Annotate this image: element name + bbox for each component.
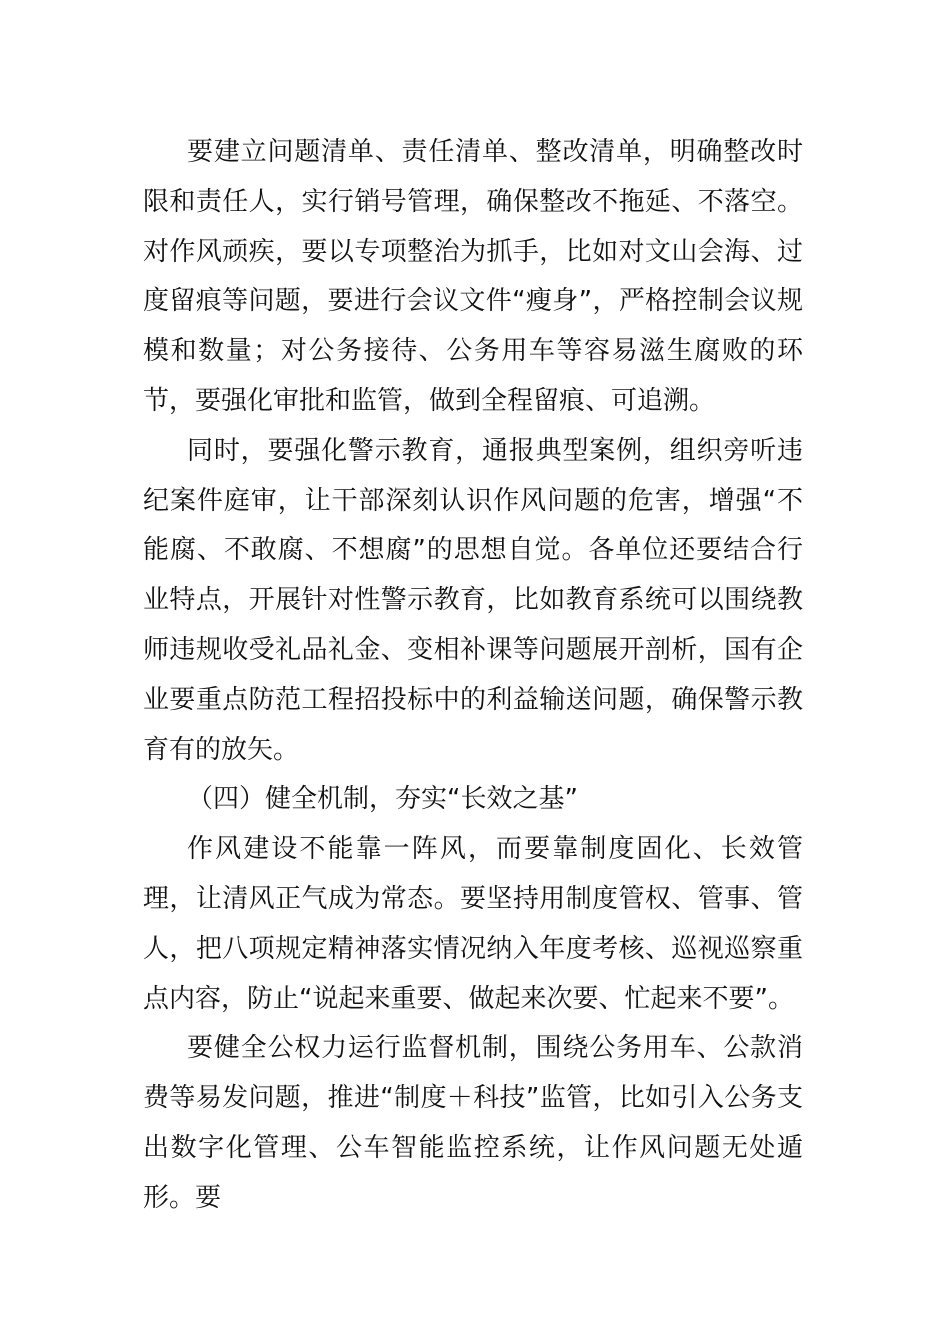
section-subheading: （四）健全机制，夯实“长效之基” — [187, 784, 578, 815]
paragraph-warning-education: 同时，要强化警示教育，通报典型案例，组织旁听违纪案件庭审，让干部深刻认识作风问题的危害，增强“不能腐、不敢腐、不想腐”的思想自觉。各单位还要结合行业特点，开展针对性警示教育，比如教育系统可以围绕教师违规收受礼品礼金、变相补课等问题展开剖析，国有企业要重点防范工程招投标中的利益输送问题，确保警示教育有的放矢。 — [143, 435, 803, 765]
paragraph-long-term-mechanism: 作风建设不能靠一阵风，而要靠制度固化、长效管理，让清风正气成为常态。要坚持用制度管权、管事、管人，把八项规定精神落实情况纳入年度考核、巡视巡察重点内容，防止“说起来重要、做起来次要、忙起来不要”。 — [143, 834, 803, 1014]
paragraph-supervision-mechanism: 要健全公权力运行监督机制，围绕公务用车、公款消费等易发问题，推进“制度＋科技”监管，比如引入公务支出数字化管理、公车智能监控系统，让作风问题无处遁形。要 — [143, 1033, 803, 1213]
document-body — [143, 128, 803, 1224]
paragraph-rectification: 要建立问题清单、责任清单、整改清单，明确整改时限和责任人，实行销号管理，确保整改不拖延、不落空。对作风顽疾，要以专项整治为抓手，比如对文山会海、过度留痕等问题，要进行会议文件“瘦身”，严格控制会议规模和数量；对公务接待、公务用车等容易滋生腐败的环节，要强化审批和监管，做到全程留痕、可追溯。 — [143, 137, 803, 416]
